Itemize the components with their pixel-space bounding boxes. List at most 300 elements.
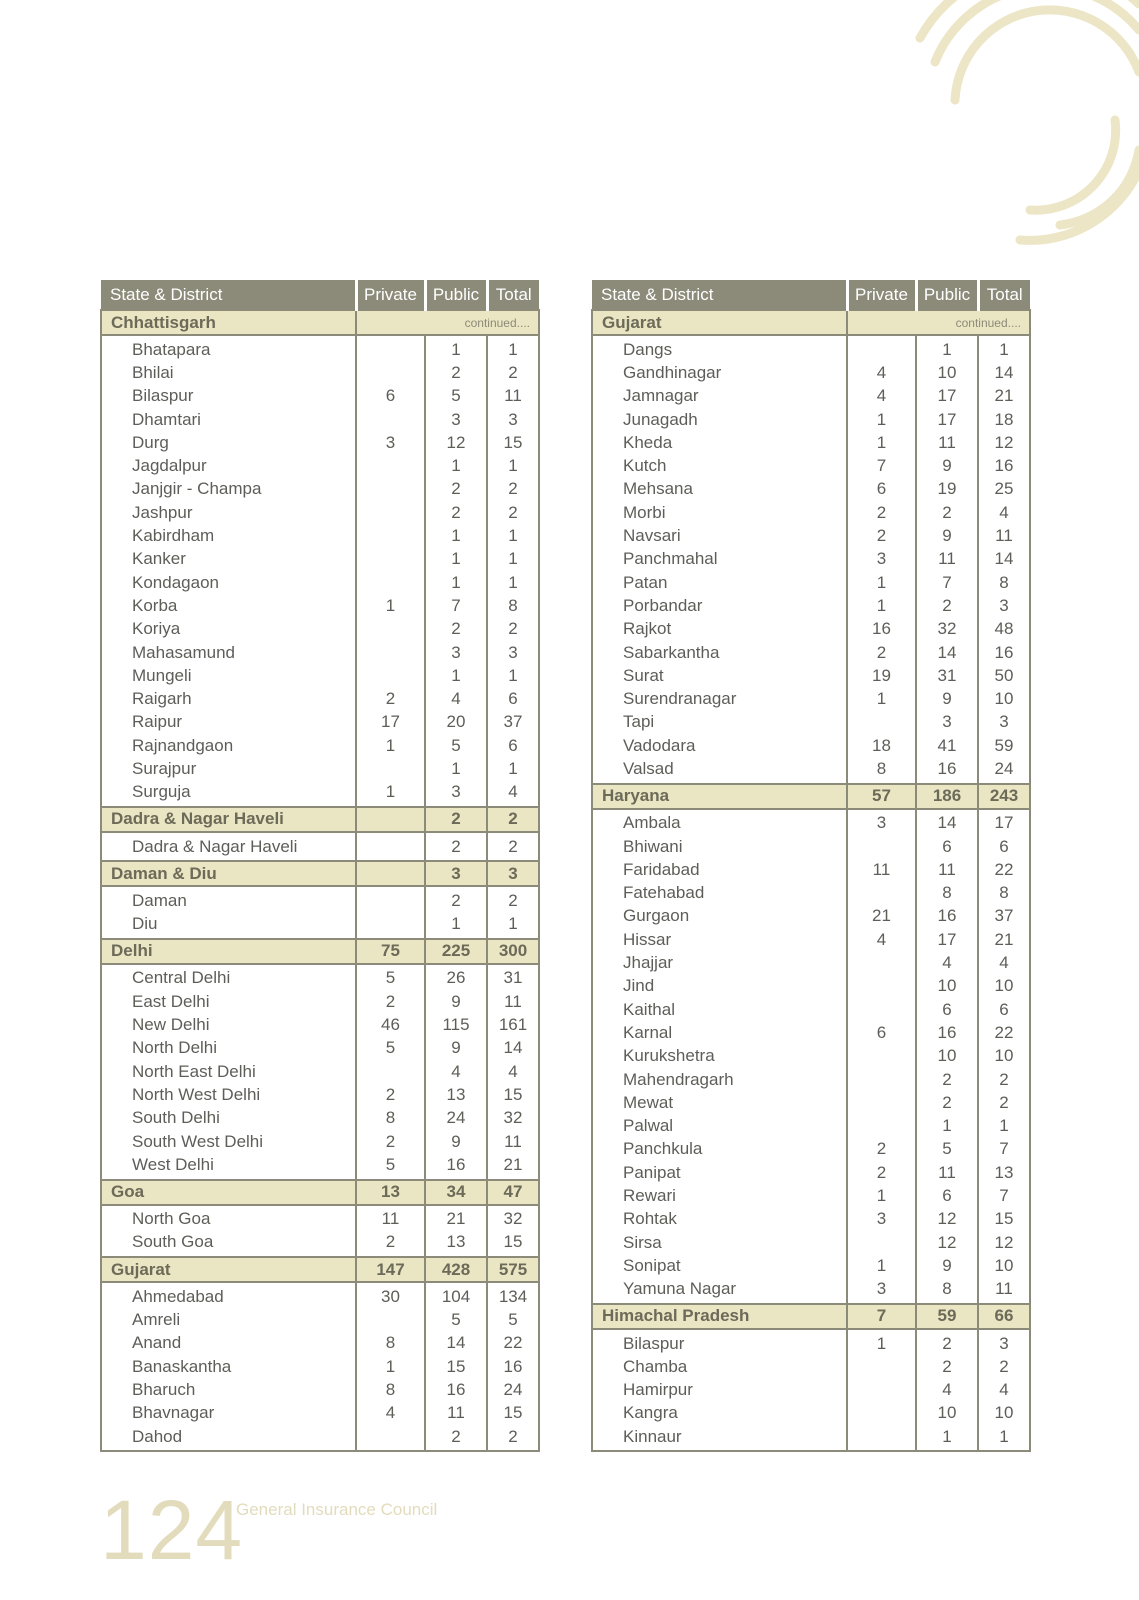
table-row (101, 664, 539, 687)
private-count: 17 (356, 711, 425, 734)
private-count: 2 (356, 1130, 425, 1153)
table-row (101, 385, 539, 408)
public-count: 11 (916, 431, 978, 454)
table-row (101, 913, 539, 939)
table-row (101, 1378, 539, 1401)
state-private-count: 57 (847, 784, 916, 809)
state-group-row (101, 1257, 539, 1282)
district-name: Sonipat (592, 1254, 847, 1277)
district-name: North West Delhi (101, 1083, 356, 1106)
private-count: 3 (847, 1208, 916, 1231)
table-row (592, 757, 1030, 783)
district-name: Panipat (592, 1161, 847, 1184)
district-name: Gandhinagar (592, 361, 847, 384)
total-count: 134 (487, 1282, 539, 1308)
private-count: 1 (356, 594, 425, 617)
public-count: 1 (425, 335, 487, 361)
total-count: 3 (978, 1329, 1030, 1355)
state-private-count: 7 (847, 1304, 916, 1329)
public-count: 1 (425, 548, 487, 571)
table-row (592, 664, 1030, 687)
state-private-count: 13 (356, 1180, 425, 1205)
public-count: 16 (425, 1378, 487, 1401)
total-count: 1 (487, 548, 539, 571)
district-name: North Delhi (101, 1037, 356, 1060)
public-count: 9 (425, 1130, 487, 1153)
table-row (592, 1115, 1030, 1138)
total-count: 12 (978, 1231, 1030, 1254)
district-name: Dangs (592, 335, 847, 361)
private-count: 11 (847, 858, 916, 881)
private-count: 1 (847, 571, 916, 594)
private-count: 3 (847, 548, 916, 571)
state-public-count: 59 (916, 1304, 978, 1329)
private-count: 8 (356, 1107, 425, 1130)
private-count: 4 (847, 928, 916, 951)
public-count: 2 (916, 1091, 978, 1114)
total-count: 2 (487, 618, 539, 641)
total-count: 8 (978, 571, 1030, 594)
public-count: 3 (425, 781, 487, 807)
column-header-public: Public (425, 280, 487, 310)
private-count (847, 1115, 916, 1138)
public-count: 1 (425, 571, 487, 594)
table-row (101, 571, 539, 594)
private-count (356, 886, 425, 912)
public-count: 9 (916, 687, 978, 710)
public-count: 16 (425, 1153, 487, 1179)
private-count (847, 711, 916, 734)
district-name: South West Delhi (101, 1130, 356, 1153)
district-name: Dhamtari (101, 408, 356, 431)
total-count: 24 (487, 1378, 539, 1401)
total-count: 10 (978, 1254, 1030, 1277)
table-row (101, 734, 539, 757)
private-count: 2 (356, 1231, 425, 1257)
public-count: 1 (425, 913, 487, 939)
total-count: 8 (978, 882, 1030, 905)
table-row (592, 548, 1030, 571)
private-count: 5 (356, 1037, 425, 1060)
public-count: 1 (916, 1425, 978, 1451)
private-count (847, 882, 916, 905)
table-row (101, 361, 539, 384)
table-row (101, 594, 539, 617)
state-name: Himachal Pradesh (592, 1304, 847, 1329)
table-row (101, 886, 539, 912)
total-count: 1 (487, 664, 539, 687)
table-row (101, 478, 539, 501)
table-row (101, 524, 539, 547)
state-total-count: 575 (487, 1257, 539, 1282)
private-count (847, 335, 916, 361)
table-row (592, 1021, 1030, 1044)
public-count: 5 (425, 734, 487, 757)
table-row (592, 571, 1030, 594)
district-name: Karnal (592, 1021, 847, 1044)
public-count: 1 (425, 524, 487, 547)
district-name: Kangra (592, 1402, 847, 1425)
total-count: 4 (978, 951, 1030, 974)
table-row (592, 1425, 1030, 1451)
table-row (101, 548, 539, 571)
table-row (101, 781, 539, 807)
private-count: 2 (847, 1161, 916, 1184)
total-count: 1 (487, 757, 539, 780)
public-count: 2 (916, 1355, 978, 1378)
district-name: Dahod (101, 1425, 356, 1451)
district-name: Rewari (592, 1184, 847, 1207)
private-count: 2 (356, 990, 425, 1013)
publisher-name: General Insurance Council (236, 1500, 438, 1519)
total-count: 2 (487, 501, 539, 524)
table-row (592, 1231, 1030, 1254)
table-row (592, 618, 1030, 641)
total-count: 12 (978, 431, 1030, 454)
total-count: 22 (978, 858, 1030, 881)
total-count: 6 (487, 734, 539, 757)
district-name: Bhiwani (592, 835, 847, 858)
total-count: 32 (487, 1107, 539, 1130)
private-count (356, 548, 425, 571)
district-name: Rohtak (592, 1208, 847, 1231)
table-row (101, 454, 539, 477)
district-name: Jhajjar (592, 951, 847, 974)
total-count: 10 (978, 1402, 1030, 1425)
table-row (101, 1130, 539, 1153)
district-name: Bhilai (101, 361, 356, 384)
private-count: 5 (356, 964, 425, 990)
private-count (356, 641, 425, 664)
state-group-row (101, 939, 539, 964)
table-row (592, 1161, 1030, 1184)
private-count: 16 (847, 618, 916, 641)
private-count (356, 1425, 425, 1451)
public-count: 1 (916, 335, 978, 361)
public-count: 15 (425, 1355, 487, 1378)
table-row (592, 711, 1030, 734)
total-count: 10 (978, 1045, 1030, 1068)
district-name: Bilaspur (101, 385, 356, 408)
district-name: Kinnaur (592, 1425, 847, 1451)
state-total-count: 2 (487, 807, 539, 832)
private-count: 21 (847, 905, 916, 928)
table-row (101, 501, 539, 524)
total-count: 1 (487, 335, 539, 361)
table-row (592, 454, 1030, 477)
total-count: 21 (978, 385, 1030, 408)
district-name: Navsari (592, 524, 847, 547)
private-count (356, 832, 425, 861)
table-row (101, 1425, 539, 1451)
private-count (847, 1068, 916, 1091)
table-row (101, 964, 539, 990)
public-count: 3 (425, 641, 487, 664)
table-row (101, 641, 539, 664)
state-private-count: 147 (356, 1257, 425, 1282)
table-row (592, 501, 1030, 524)
state-public-count: 3 (425, 861, 487, 886)
private-count: 1 (356, 781, 425, 807)
district-name: Surajpur (101, 757, 356, 780)
district-name: Palwal (592, 1115, 847, 1138)
private-count (847, 951, 916, 974)
table-header-row (101, 280, 539, 310)
state-total-count: 3 (487, 861, 539, 886)
district-name: East Delhi (101, 990, 356, 1013)
total-count: 2 (487, 1425, 539, 1451)
public-count: 5 (425, 1308, 487, 1331)
district-name: Mahendragarh (592, 1068, 847, 1091)
private-count (356, 361, 425, 384)
total-count: 6 (487, 687, 539, 710)
district-name: Fatehabad (592, 882, 847, 905)
total-count: 18 (978, 408, 1030, 431)
table-row (592, 809, 1030, 835)
public-count: 115 (425, 1013, 487, 1036)
private-count: 6 (356, 385, 425, 408)
private-count: 3 (847, 1278, 916, 1304)
state-name: Daman & Diu (101, 861, 356, 886)
district-name: South Delhi (101, 1107, 356, 1130)
public-count: 10 (916, 361, 978, 384)
public-count: 9 (425, 1037, 487, 1060)
total-count: 2 (978, 1091, 1030, 1114)
public-count: 2 (916, 594, 978, 617)
column-header-private: Private (356, 280, 425, 310)
total-count: 11 (978, 524, 1030, 547)
public-count: 6 (916, 998, 978, 1021)
table-row (101, 757, 539, 780)
table-row (592, 1184, 1030, 1207)
private-count: 1 (847, 408, 916, 431)
total-count: 6 (978, 835, 1030, 858)
table-row (592, 975, 1030, 998)
concentric-arcs-icon (900, 0, 1139, 260)
private-count (356, 454, 425, 477)
public-count: 4 (916, 951, 978, 974)
table-row (592, 385, 1030, 408)
private-count: 1 (847, 431, 916, 454)
district-name: Ambala (592, 809, 847, 835)
total-count: 4 (978, 1378, 1030, 1401)
district-name: Sabarkantha (592, 641, 847, 664)
total-count: 32 (487, 1205, 539, 1231)
private-count (356, 408, 425, 431)
table-row (592, 431, 1030, 454)
district-name: Junagadh (592, 408, 847, 431)
public-count: 7 (425, 594, 487, 617)
public-count: 19 (916, 478, 978, 501)
public-count: 31 (916, 664, 978, 687)
state-group-row (101, 310, 539, 335)
private-count: 7 (847, 454, 916, 477)
private-count (356, 478, 425, 501)
private-count (356, 618, 425, 641)
table-row (101, 1402, 539, 1425)
private-count: 2 (356, 687, 425, 710)
total-count: 7 (978, 1138, 1030, 1161)
table-row (101, 990, 539, 1013)
district-name: Panchmahal (592, 548, 847, 571)
state-name: Gujarat (592, 310, 847, 335)
public-count: 14 (425, 1332, 487, 1355)
district-name: Vadodara (592, 734, 847, 757)
table-row (592, 335, 1030, 361)
private-count: 2 (847, 524, 916, 547)
total-count: 161 (487, 1013, 539, 1036)
district-name: Diu (101, 913, 356, 939)
private-count: 5 (356, 1153, 425, 1179)
private-count (356, 664, 425, 687)
private-count: 8 (847, 757, 916, 783)
table-row (592, 1378, 1030, 1401)
district-name: Rajkot (592, 618, 847, 641)
total-count: 5 (487, 1308, 539, 1331)
public-count: 8 (916, 882, 978, 905)
total-count: 2 (487, 478, 539, 501)
district-name: Jamnagar (592, 385, 847, 408)
district-name: Bilaspur (592, 1329, 847, 1355)
state-public-count: 225 (425, 939, 487, 964)
state-private-count (356, 861, 425, 886)
public-count: 20 (425, 711, 487, 734)
table-row (101, 1282, 539, 1308)
total-count: 50 (978, 664, 1030, 687)
table-row (592, 1329, 1030, 1355)
continued-label: continued.... (847, 310, 1030, 335)
private-count: 2 (356, 1083, 425, 1106)
public-count: 2 (916, 1068, 978, 1091)
page-number: 124 (100, 1483, 244, 1577)
private-count (847, 1045, 916, 1068)
district-name: Surguja (101, 781, 356, 807)
district-name: West Delhi (101, 1153, 356, 1179)
district-name: North Goa (101, 1205, 356, 1231)
total-count: 15 (487, 1083, 539, 1106)
state-public-count: 34 (425, 1180, 487, 1205)
total-count: 10 (978, 687, 1030, 710)
total-count: 1 (978, 1115, 1030, 1138)
private-count: 30 (356, 1282, 425, 1308)
table-row (101, 1308, 539, 1331)
private-count: 3 (356, 431, 425, 454)
district-name: Daman (101, 886, 356, 912)
total-count: 14 (978, 548, 1030, 571)
public-count: 6 (916, 835, 978, 858)
private-count: 4 (847, 361, 916, 384)
state-name: Gujarat (101, 1257, 356, 1282)
table-row (101, 711, 539, 734)
public-count: 11 (916, 1161, 978, 1184)
district-name: Kabirdham (101, 524, 356, 547)
total-count: 37 (487, 711, 539, 734)
private-count: 1 (847, 594, 916, 617)
public-count: 11 (916, 858, 978, 881)
table-row (592, 1045, 1030, 1068)
total-count: 2 (487, 361, 539, 384)
public-count: 2 (425, 1425, 487, 1451)
public-count: 3 (916, 711, 978, 734)
district-name: Kanker (101, 548, 356, 571)
public-count: 104 (425, 1282, 487, 1308)
column-header-private: Private (847, 280, 916, 310)
private-count (847, 1378, 916, 1401)
district-name: Mahasamund (101, 641, 356, 664)
table-row (592, 951, 1030, 974)
public-count: 9 (916, 524, 978, 547)
total-count: 14 (487, 1037, 539, 1060)
column-header-state-district: State & District (101, 280, 356, 310)
table-row (101, 431, 539, 454)
table-row (592, 1208, 1030, 1231)
public-count: 6 (916, 1184, 978, 1207)
table-row (101, 1060, 539, 1083)
table-row (592, 1355, 1030, 1378)
private-count: 1 (356, 734, 425, 757)
public-count: 41 (916, 734, 978, 757)
table-row (101, 408, 539, 431)
total-count: 25 (978, 478, 1030, 501)
private-count (356, 757, 425, 780)
total-count: 15 (487, 1231, 539, 1257)
private-count: 11 (356, 1205, 425, 1231)
total-count: 2 (487, 832, 539, 861)
district-name: Ahmedabad (101, 1282, 356, 1308)
table-row (101, 1013, 539, 1036)
private-count: 8 (356, 1378, 425, 1401)
total-count: 2 (487, 886, 539, 912)
total-count: 15 (978, 1208, 1030, 1231)
column-header-public: Public (916, 280, 978, 310)
district-name: Porbandar (592, 594, 847, 617)
total-count: 7 (978, 1184, 1030, 1207)
state-group-row (101, 807, 539, 832)
table-row (101, 1153, 539, 1179)
public-count: 2 (425, 361, 487, 384)
district-name: Bhatapara (101, 335, 356, 361)
table-row (592, 478, 1030, 501)
state-total-count: 66 (978, 1304, 1030, 1329)
district-name: Kurukshetra (592, 1045, 847, 1068)
public-count: 2 (916, 501, 978, 524)
table-row (592, 524, 1030, 547)
public-count: 7 (916, 571, 978, 594)
table-row (592, 1278, 1030, 1304)
total-count: 3 (978, 594, 1030, 617)
table-row (101, 1355, 539, 1378)
public-count: 2 (425, 478, 487, 501)
district-name: Dadra & Nagar Haveli (101, 832, 356, 861)
public-count: 21 (425, 1205, 487, 1231)
total-count: 21 (978, 928, 1030, 951)
public-count: 2 (425, 832, 487, 861)
total-count: 15 (487, 431, 539, 454)
state-group-row (592, 784, 1030, 809)
table-row (101, 618, 539, 641)
public-count: 8 (916, 1278, 978, 1304)
private-count (847, 1355, 916, 1378)
district-name: Jind (592, 975, 847, 998)
private-count (847, 975, 916, 998)
table-row (101, 1231, 539, 1257)
state-private-count: 75 (356, 939, 425, 964)
district-name: Valsad (592, 757, 847, 783)
private-count (847, 1425, 916, 1451)
district-name: Yamuna Nagar (592, 1278, 847, 1304)
district-name: Anand (101, 1332, 356, 1355)
private-count (356, 524, 425, 547)
